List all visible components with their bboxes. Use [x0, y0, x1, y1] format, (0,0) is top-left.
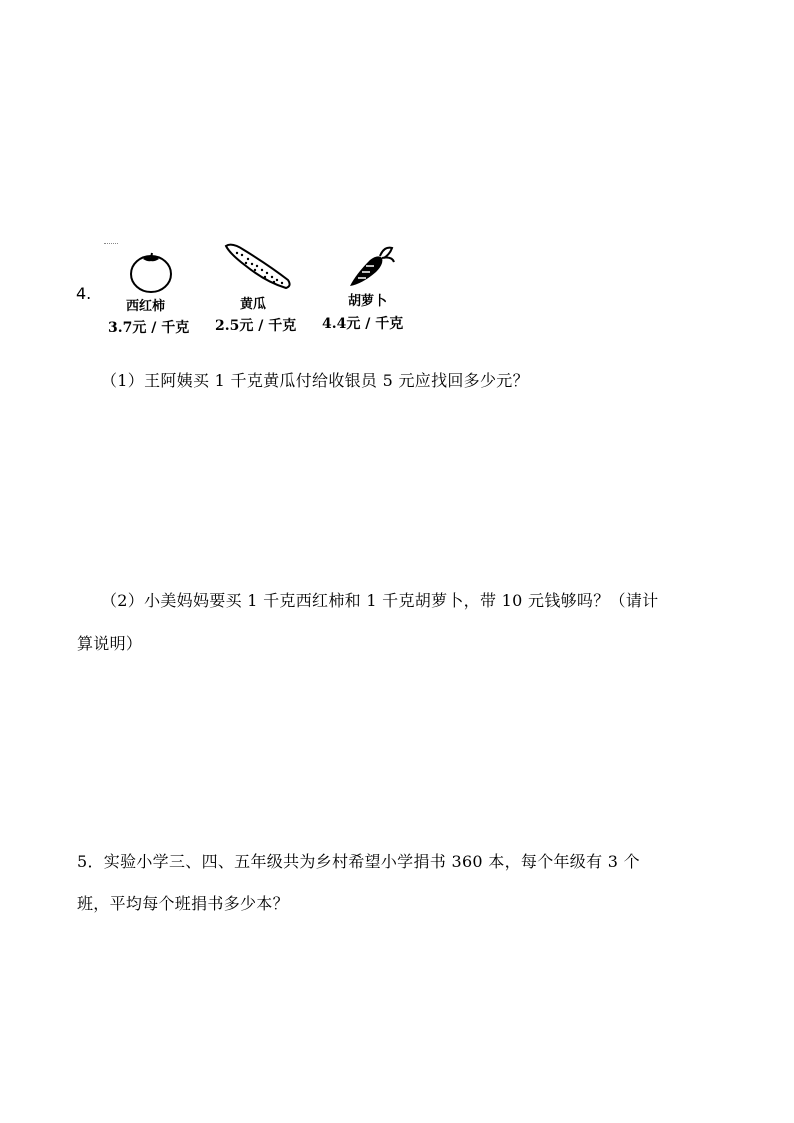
veg-name-cucumber: 黄瓜 — [240, 297, 267, 312]
veg-price-cucumber: 2.5元 / 千克 — [215, 318, 297, 334]
veg-price-tomato: 3.7元 / 千克 — [108, 320, 190, 336]
question-4-sub-1: （1）王阿姨买 1 千克黄瓜付给收银员 5 元应找回多少元？ — [101, 371, 529, 390]
question-4-sub-2-line-2: 算说明） — [77, 634, 143, 653]
cucumber-icon — [222, 240, 294, 292]
carrot-icon — [346, 244, 396, 290]
veg-name-carrot: 胡萝卜 — [348, 294, 388, 309]
question-5-line-2: 班，平均每个班捐书多少本？ — [77, 894, 289, 913]
question-4-sub-2-line-1: （2）小美妈妈要买 1 千克西红柿和 1 千克胡萝卜，带 10 元钱够吗？（请计 — [101, 591, 659, 610]
scan-mark — [104, 243, 118, 247]
veg-name-tomato: 西红柿 — [126, 299, 166, 314]
veg-price-carrot: 4.4元 / 千克 — [322, 316, 404, 332]
question-4-number: 4. — [76, 284, 92, 303]
tomato-icon — [128, 250, 174, 294]
question-5-line-1: 5．实验小学三、四、五年级共为乡村希望小学捐书 360 本，每个年级有 3 个 — [77, 852, 640, 871]
